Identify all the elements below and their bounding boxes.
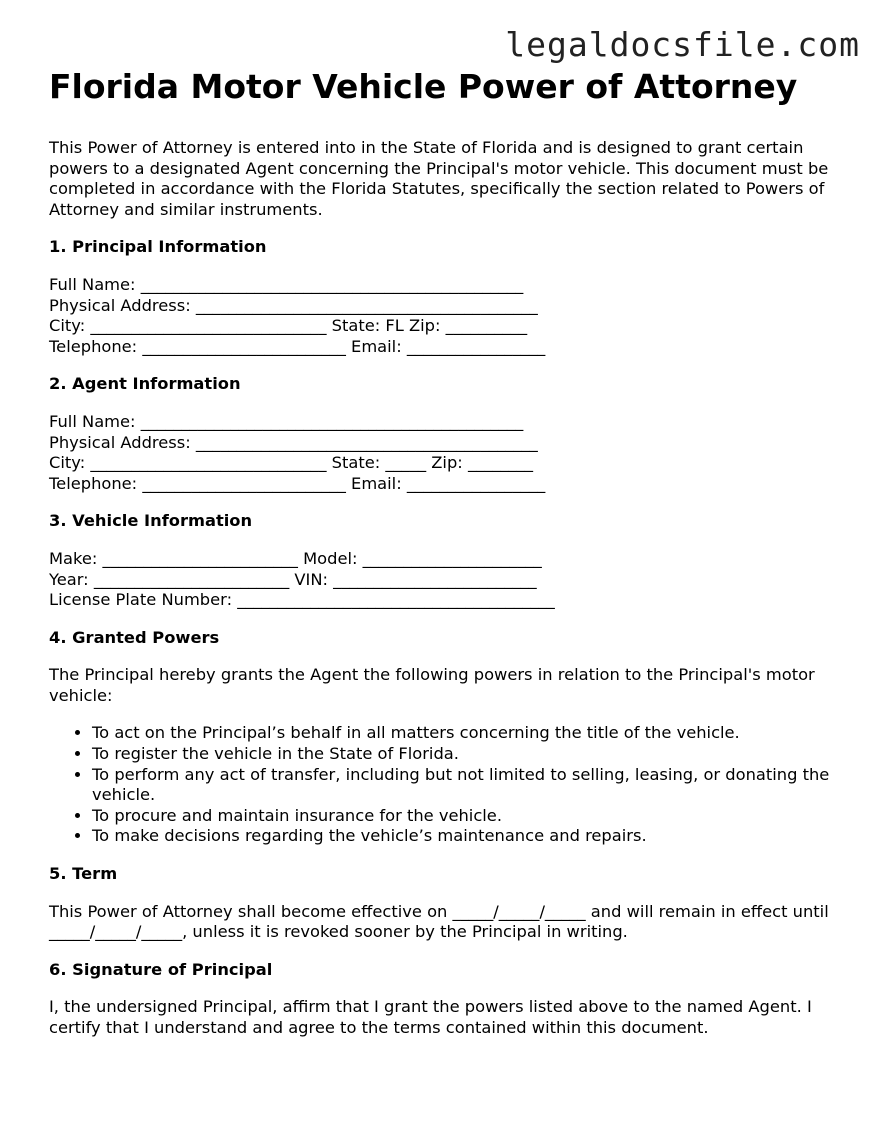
vehicle-section bbox=[49, 511, 849, 610]
document-page bbox=[49, 66, 849, 1039]
intro-paragraph: This Power of Attorney is entered into in the State of Florida and is designed to grant certain powers to a designated Agent concerning the Principal's motor vehicle. This document must be completed in accordance with the Florida Statutes, specifically the section related to Powers of Attorney and similar instruments. bbox=[49, 138, 829, 219]
principal-full-name-field[interactable]: Full Name: _______________________________________________ bbox=[49, 274, 524, 294]
principal-section bbox=[49, 237, 849, 357]
principal-heading: 1. Principal Information bbox=[49, 237, 267, 257]
vehicle-make-model-field[interactable]: Make: ________________________ Model: ______________________ bbox=[49, 548, 542, 568]
agent-city-state-zip-field[interactable]: City: _____________________________ State: _____ Zip: ________ bbox=[49, 453, 534, 473]
agent-address-field[interactable]: Physical Address: __________________________________________ bbox=[49, 432, 538, 452]
list-item: • To perform any act of transfer, including but not limited to selling, leasing, or donating the vehicle. bbox=[92, 765, 849, 806]
agent-section bbox=[49, 374, 849, 494]
agent-fields bbox=[49, 412, 849, 494]
signature-section bbox=[49, 960, 849, 1039]
principal-address-field[interactable]: Physical Address: __________________________________________ bbox=[49, 295, 538, 315]
powers-intro: The Principal hereby grants the Agent the following powers in relation to the Principal's motor vehicle: bbox=[49, 665, 815, 705]
list-item: • To make decisions regarding the vehicle’s maintenance and repairs. bbox=[92, 826, 849, 847]
signature-text: I, the undersigned Principal, affirm that I grant the powers listed above to the named Agent. I certify that I understand and agree to the terms contained within this document. bbox=[49, 997, 812, 1037]
agent-phone-email-field[interactable]: Telephone: _________________________ Email: _________________ bbox=[49, 473, 546, 493]
powers-heading: 4. Granted Powers bbox=[49, 627, 220, 647]
principal-phone-email-field[interactable]: Telephone: _________________________ Email: _________________ bbox=[49, 336, 546, 356]
vehicle-plate-field[interactable]: License Plate Number: _______________________________________ bbox=[49, 590, 555, 610]
powers-list bbox=[49, 723, 849, 847]
principal-fields bbox=[49, 275, 849, 357]
term-text: This Power of Attorney shall become effective on _____/_____/_____ and will remain in effect until _____/_____/_____, unless it is revoked sooner by the Principal in writing. bbox=[49, 901, 829, 942]
term-heading: 5. Term bbox=[49, 864, 118, 884]
document-title: Florida Motor Vehicle Power of Attorney bbox=[49, 67, 798, 106]
vehicle-fields bbox=[49, 549, 849, 611]
powers-section bbox=[49, 628, 849, 847]
list-item: • To procure and maintain insurance for the vehicle. bbox=[92, 806, 849, 827]
principal-city-state-zip-field[interactable]: City: _____________________________ State: FL Zip: __________ bbox=[49, 316, 528, 336]
vehicle-year-vin-field[interactable]: Year: ________________________ VIN: _________________________ bbox=[49, 569, 537, 589]
vehicle-heading: 3. Vehicle Information bbox=[49, 511, 253, 531]
list-item: • To act on the Principal’s behalf in all matters concerning the title of the vehicle. bbox=[92, 723, 849, 744]
term-section bbox=[49, 864, 849, 943]
watermark: legaldocsfile.com bbox=[505, 25, 860, 64]
agent-heading: 2. Agent Information bbox=[49, 374, 241, 394]
signature-heading: 6. Signature of Principal bbox=[49, 959, 273, 979]
list-item: • To register the vehicle in the State of Florida. bbox=[92, 744, 849, 765]
agent-full-name-field[interactable]: Full Name: _______________________________________________ bbox=[49, 411, 524, 431]
